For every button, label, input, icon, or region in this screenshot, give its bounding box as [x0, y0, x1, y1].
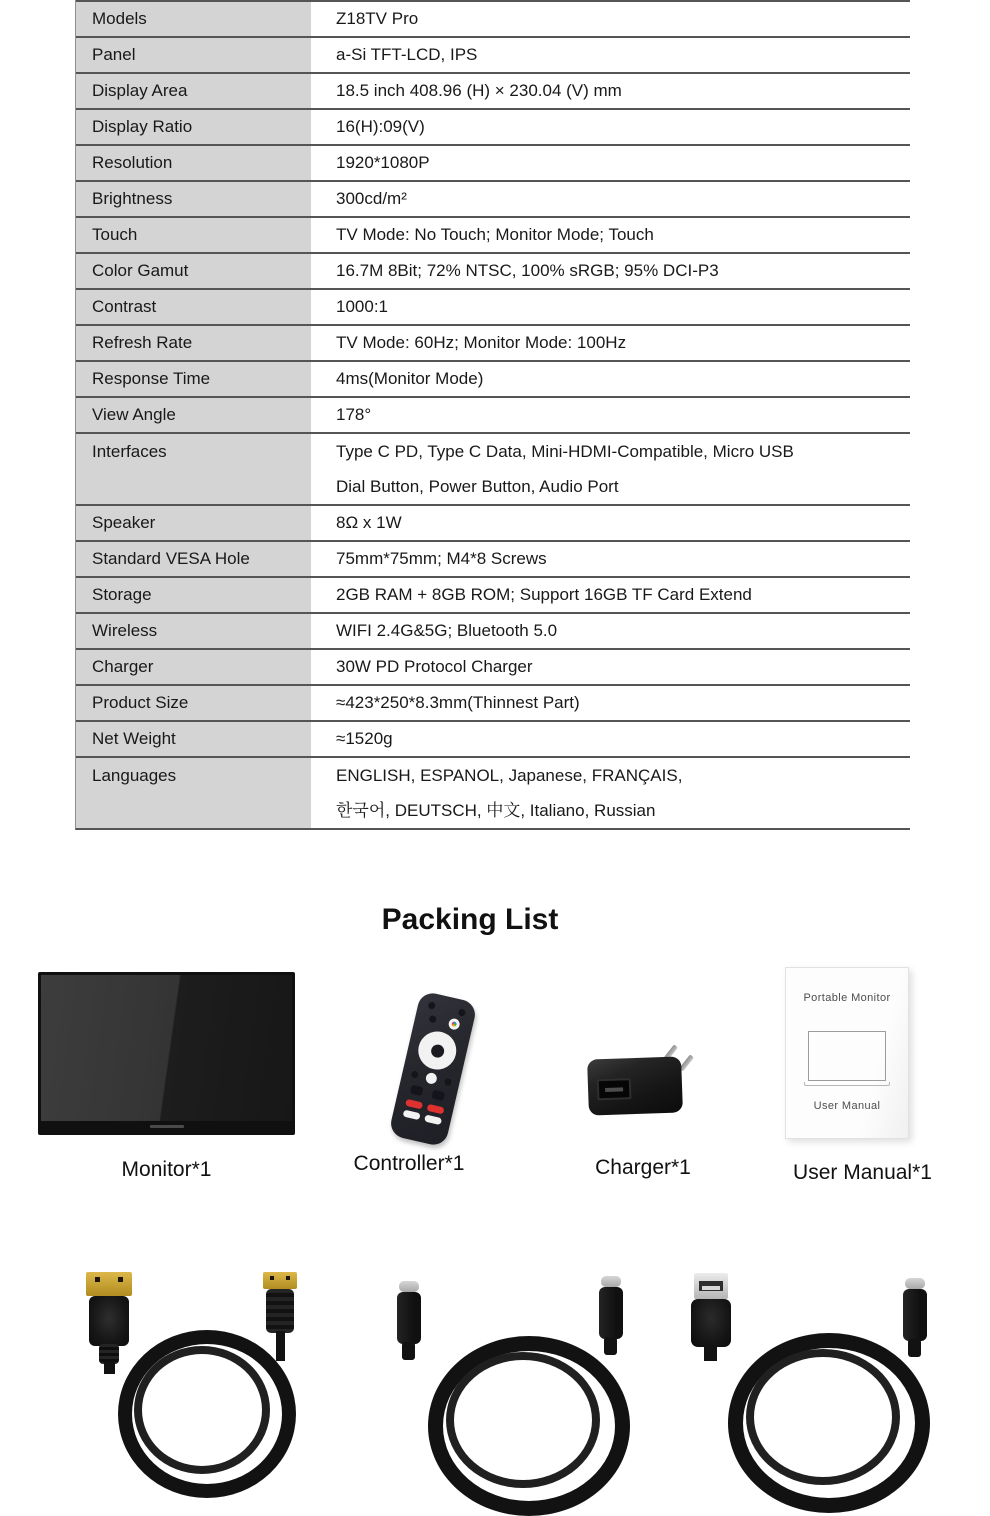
spec-table — [75, 0, 910, 830]
spec-row-label: Touch — [76, 218, 311, 252]
manual-cover-title: Portable Monitor — [803, 992, 891, 1004]
controller-item-label: Controller*1 — [353, 1152, 465, 1175]
spec-row — [76, 0, 910, 36]
spec-row — [76, 288, 910, 324]
spec-row — [76, 36, 910, 72]
spec-value-line: 4ms(Monitor Mode) — [336, 369, 484, 388]
spec-value-line: TV Mode: No Touch; Monitor Mode; Touch — [336, 225, 654, 244]
wall-charger-photo — [588, 1044, 704, 1118]
remote-controller-photo — [392, 998, 478, 1138]
spec-row-value — [311, 2, 910, 36]
spec-row-label: Standard VESA Hole — [76, 542, 311, 576]
spec-row — [76, 216, 910, 252]
shortcut-button-white-2 — [424, 1114, 442, 1125]
assistant-button-icon — [447, 1017, 460, 1030]
usb-c-plug-tip — [399, 1281, 419, 1292]
usb-a-port-tab — [605, 1087, 623, 1092]
spec-row-value — [311, 578, 910, 612]
spec-value-line: 18.5 inch 408.96 (H) × 230.04 (V) mm — [336, 81, 622, 100]
spec-value-line: ≈1520g — [336, 729, 393, 748]
spec-row — [76, 756, 910, 828]
spec-row-label: Brightness — [76, 182, 311, 216]
spec-row — [76, 684, 910, 720]
monitor-item-label: Monitor*1 — [121, 1158, 212, 1181]
mute-button-icon — [428, 1015, 436, 1023]
spec-row-value — [311, 398, 910, 432]
spec-value-line: 178° — [336, 405, 372, 424]
dpad-center-button — [429, 1043, 445, 1059]
spec-row-label: Resolution — [76, 146, 311, 180]
volume-up-button-icon — [431, 1090, 445, 1101]
spec-value-line: 30W PD Protocol Charger — [336, 657, 533, 676]
monitor-brand-mark — [150, 1125, 184, 1128]
cable-coil-inner — [134, 1346, 270, 1474]
spec-row — [76, 576, 910, 612]
spec-row-label: Product Size — [76, 686, 311, 720]
cable-coil-inner — [446, 1352, 600, 1488]
spec-value-line: a-Si TFT-LCD, IPS — [336, 45, 478, 64]
spec-value-line: Type C PD, Type C Data, Mini-HDMI-Compatible, Micro USB — [336, 442, 794, 461]
usb-c-plug-body — [599, 1287, 623, 1339]
spec-value-line: Z18TV Pro — [336, 9, 419, 28]
usb-a-plug-tab — [702, 1286, 720, 1290]
spec-value-line: ≈423*250*8.3mm(Thinnest Part) — [336, 693, 580, 712]
hdmi-strain-relief — [99, 1344, 119, 1364]
spec-row-label: Speaker — [76, 506, 311, 540]
charger-body — [587, 1056, 683, 1115]
cable-wire — [704, 1345, 717, 1361]
spec-value-line: 300cd/m² — [336, 189, 407, 208]
cable-coil-inner — [746, 1349, 900, 1485]
remote-volume-row — [410, 1085, 445, 1101]
spec-row-value — [311, 182, 910, 216]
home-button-icon — [424, 1072, 437, 1085]
spec-row-label: Charger — [76, 650, 311, 684]
spec-row — [76, 108, 910, 144]
spec-row-value — [311, 506, 910, 540]
spec-value-line: 8Ω x 1W — [336, 513, 402, 532]
spec-row-value — [311, 542, 910, 576]
monitor-photo — [38, 972, 295, 1135]
spec-value-line: 2GB RAM + 8GB ROM; Support 16GB TF Card Extend — [336, 585, 752, 604]
spec-row-value — [311, 146, 910, 180]
spec-row-label: Display Ratio — [76, 110, 311, 144]
spec-row-value — [311, 650, 910, 684]
cable-wire — [908, 1339, 921, 1357]
spec-row-label: View Angle — [76, 398, 311, 432]
spec-row-value — [311, 218, 910, 252]
spec-row — [76, 180, 910, 216]
spec-value-line: 75mm*75mm; M4*8 Screws — [336, 549, 547, 568]
hdmi-plug-tip — [86, 1272, 132, 1296]
spec-row-label: Interfaces — [76, 434, 311, 504]
spec-row-label: Panel — [76, 38, 311, 72]
spec-row — [76, 396, 910, 432]
usb-c-plug-body — [397, 1292, 421, 1344]
spec-row-label: Wireless — [76, 614, 311, 648]
spec-row-label: Languages — [76, 758, 311, 828]
spec-row-label: Models — [76, 2, 311, 36]
spec-row-value — [311, 722, 910, 756]
packing-list-title: Packing List — [381, 903, 559, 936]
input-button-icon — [458, 1008, 466, 1016]
cable-wire — [104, 1362, 115, 1374]
spec-row-label: Storage — [76, 578, 311, 612]
spec-value-line: ENGLISH, ESPANOL, Japanese, FRANÇAIS, — [336, 766, 683, 785]
spec-value-line: 16.7M 8Bit; 72% NTSC, 100% sRGB; 95% DCI-P3 — [336, 261, 719, 280]
spec-row-label: Response Time — [76, 362, 311, 396]
menu-button-icon — [443, 1078, 451, 1086]
spec-value-line: 1000:1 — [336, 297, 388, 316]
usb-a-port — [597, 1078, 632, 1100]
remote-assistant-row — [428, 1013, 461, 1031]
spec-row — [76, 144, 910, 180]
spec-row-value — [311, 686, 910, 720]
power-button-icon — [428, 1001, 436, 1009]
cable-wire — [402, 1342, 415, 1360]
cable-wire — [276, 1331, 285, 1361]
monitor-screen — [41, 975, 292, 1121]
spec-row — [76, 612, 910, 648]
spec-row-label: Refresh Rate — [76, 326, 311, 360]
back-button-icon — [410, 1070, 418, 1078]
usb-a-plug-slot — [699, 1281, 723, 1291]
spec-row-value — [311, 38, 910, 72]
spec-row-label: Contrast — [76, 290, 311, 324]
volume-down-button-icon — [410, 1085, 424, 1096]
spec-row-value — [311, 758, 910, 828]
spec-value-line: WIFI 2.4G&5G; Bluetooth 5.0 — [336, 621, 558, 640]
mini-hdmi-plug-tip — [263, 1272, 297, 1289]
manual-monitor-sketch — [808, 1031, 886, 1081]
monitor-bezel-chin — [41, 1121, 292, 1132]
shortcut-button-red-1 — [405, 1099, 423, 1110]
spec-value-line: 1920*1080P — [336, 153, 430, 172]
spec-row — [76, 360, 910, 396]
spec-row-label: Net Weight — [76, 722, 311, 756]
spec-row — [76, 252, 910, 288]
spec-value-line: 한국어, DEUTSCH, 中文, Italiano, Russian — [336, 801, 656, 820]
spec-value-line: Dial Button, Power Button, Audio Port — [336, 477, 619, 496]
spec-row-value — [311, 110, 910, 144]
spec-row-value — [311, 326, 910, 360]
spec-value-line: TV Mode: 60Hz; Monitor Mode: 100Hz — [336, 333, 627, 352]
spec-row-value — [311, 614, 910, 648]
spec-row — [76, 504, 910, 540]
manual-cover-subtitle: User Manual — [813, 1100, 881, 1112]
spec-row — [76, 648, 910, 684]
charger-item-label: Charger*1 — [595, 1156, 691, 1179]
usb-a-plug-body — [691, 1299, 731, 1347]
usb-c-plug-body — [903, 1289, 927, 1341]
remote-body — [388, 990, 478, 1147]
spec-value-line: 16(H):09(V) — [336, 117, 425, 136]
usb-c-plug-tip — [905, 1278, 925, 1289]
spec-row — [76, 720, 910, 756]
spec-row-label: Color Gamut — [76, 254, 311, 288]
hdmi-plug-grip — [89, 1296, 129, 1346]
shortcut-button-white-1 — [402, 1109, 420, 1120]
dpad-ring — [414, 1028, 460, 1074]
mini-hdmi-plug-grip — [266, 1289, 294, 1333]
user-manual-photo — [785, 967, 909, 1139]
spec-row — [76, 72, 910, 108]
spec-row — [76, 324, 910, 360]
cable-wire — [604, 1337, 617, 1355]
spec-row-value — [311, 290, 910, 324]
spec-row-value — [311, 74, 910, 108]
usb-a-plug-shell — [694, 1273, 728, 1299]
shortcut-button-red-2 — [426, 1104, 444, 1115]
spec-row-value — [311, 254, 910, 288]
manual-monitor-sketch-base — [804, 1082, 890, 1086]
spec-row-value — [311, 434, 910, 504]
spec-row-label: Display Area — [76, 74, 311, 108]
usb-c-plug-tip — [601, 1276, 621, 1287]
assistant-logo-icon — [451, 1021, 457, 1027]
spec-row-value — [311, 362, 910, 396]
user-manual-item-label: User Manual*1 — [793, 1161, 932, 1184]
spec-row — [76, 540, 910, 576]
spec-row — [76, 432, 910, 504]
